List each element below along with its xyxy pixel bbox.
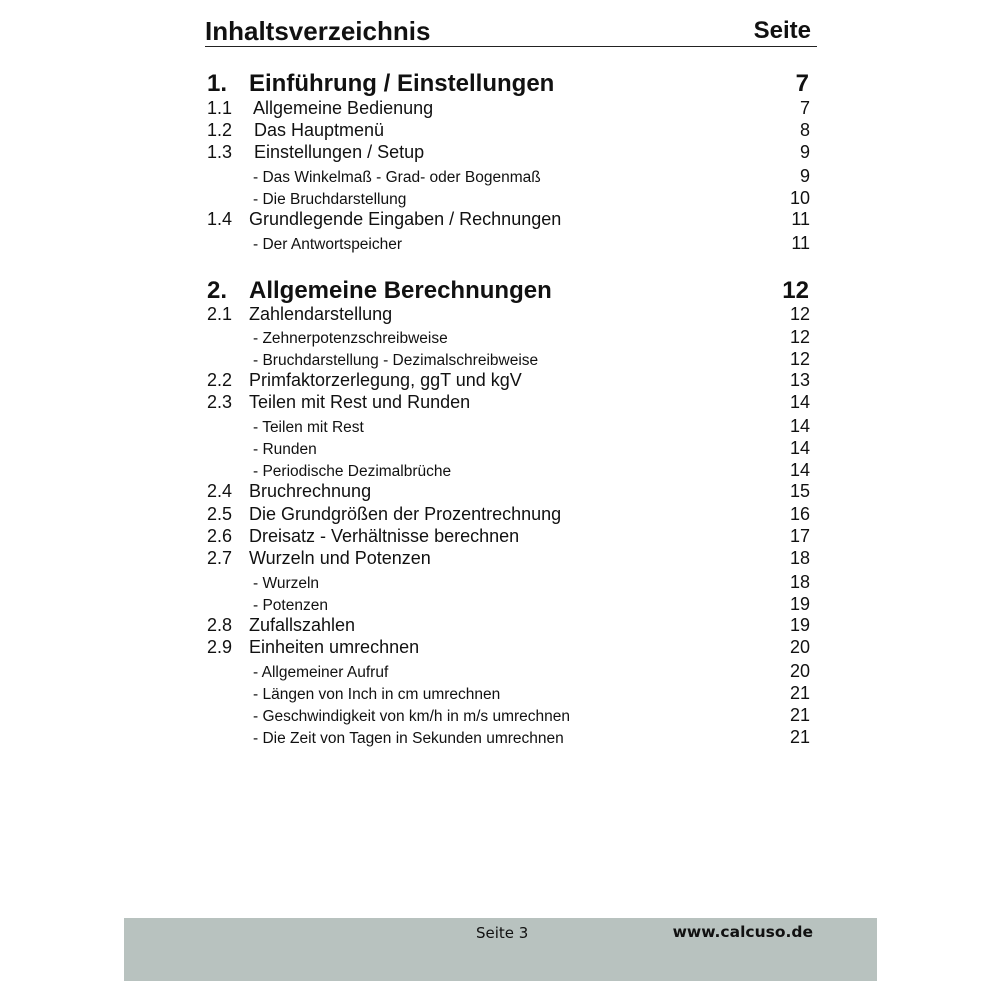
toc-entry-number: 1. [207, 70, 228, 97]
toc-entry-title: - Allgemeiner Aufruf [253, 664, 389, 681]
toc-entry-page: 9 [799, 142, 810, 162]
toc-entry [207, 416, 810, 437]
toc-entry-page: 14 [789, 416, 810, 436]
toc-entry-page: 18 [789, 548, 810, 568]
toc-entry-page: 7 [799, 98, 810, 118]
toc-entry [207, 572, 810, 593]
toc-entry-number: 2.2 [207, 370, 233, 390]
toc-entry-page: 11 [791, 233, 810, 253]
toc-entry-title: - Die Zeit von Tagen in Sekunden umrechnen [253, 730, 564, 747]
toc-entry-page: 9 [799, 166, 810, 186]
toc-entry-page: 14 [789, 460, 810, 480]
toc-entry-number: 2.4 [207, 481, 233, 501]
toc-entry [207, 438, 810, 459]
toc-entry-title: Wurzeln und Potenzen [249, 548, 431, 568]
toc-entry [207, 304, 810, 325]
toc-entry-title: - Bruchdarstellung - Dezimalschreibweise [253, 352, 539, 369]
toc-entry-page: 12 [789, 327, 810, 347]
toc-entry-page: 11 [791, 209, 810, 229]
toc-entry-page: 15 [789, 481, 810, 501]
toc-entry-title: Zahlendarstellung [249, 304, 393, 324]
toc-entry-page: 21 [789, 727, 810, 747]
toc-entry-page: 18 [789, 572, 810, 592]
toc-entry-page: 21 [789, 683, 810, 703]
toc-entry [207, 349, 810, 370]
toc-entry-title: Grundlegende Eingaben / Rechnungen [249, 209, 562, 229]
toc-entry-title: - Der Antwortspeicher [253, 236, 403, 253]
toc-entry-page: 12 [789, 304, 810, 324]
toc-entry-title: Zufallszahlen [249, 615, 356, 635]
toc-entry-number: 2.1 [207, 304, 233, 324]
toc-entry-title: Einstellungen / Setup [249, 142, 425, 162]
toc-entry-title: - Die Bruchdarstellung [253, 191, 407, 208]
toc-entry [207, 142, 810, 163]
toc-entry-number: 2.6 [207, 526, 233, 546]
toc-entry-title: Das Hauptmenü [249, 120, 385, 140]
toc-entry-number: 2.9 [207, 637, 233, 657]
toc-entry [207, 594, 810, 615]
toc-entry-title: Allgemeine Bedienung [249, 98, 434, 118]
toc-header [205, 14, 817, 47]
page-footer [124, 918, 877, 981]
toc-entry-number: 2.5 [207, 504, 233, 524]
toc-entry-number: 2. [207, 277, 228, 304]
toc-entry-title: Die Grundgrößen der Prozentrechnung [249, 504, 562, 524]
toc-entry [207, 166, 810, 187]
toc-entry-page: 10 [789, 188, 810, 208]
toc-entry [207, 615, 810, 636]
toc-entry-title: Dreisatz - Verhältnisse berechnen [249, 526, 520, 546]
toc-entry-page: 20 [789, 637, 810, 657]
toc-entry [207, 70, 810, 98]
page-column-label: Seite [753, 17, 811, 44]
toc-entry [207, 526, 810, 547]
toc-entry-number: 2.7 [207, 548, 233, 568]
footer-url[interactable]: www.calcuso.de [672, 923, 813, 941]
toc-entry [207, 637, 810, 658]
toc-entry-number: 2.3 [207, 392, 233, 412]
toc-entry-title: - Runden [253, 441, 317, 458]
toc-entry [207, 504, 810, 525]
toc-title: Inhaltsverzeichnis [205, 16, 431, 46]
toc-entry-page: 8 [799, 120, 810, 140]
toc-entry-title: - Geschwindigkeit von km/h in m/s umrechnen [253, 708, 571, 725]
toc-entry [207, 460, 810, 481]
toc-entry-page: 19 [789, 615, 810, 635]
toc-entry [207, 98, 810, 119]
toc-entry-page: 19 [789, 594, 810, 614]
toc-entry [207, 327, 810, 348]
toc-entry-page: 13 [789, 370, 810, 390]
toc-entry-title: - Zehnerpotenzschreibweise [253, 330, 448, 347]
toc-entry-title: - Potenzen [253, 597, 328, 614]
toc-entry [207, 727, 810, 748]
toc-entry-page: 17 [789, 526, 810, 546]
toc-entry-number: 1.4 [207, 209, 233, 229]
toc-entry-number: 2.8 [207, 615, 233, 635]
toc-entry [207, 188, 810, 209]
toc-entry-number: 1.2 [207, 120, 233, 140]
toc-entry-title: - Längen von Inch in cm umrechnen [253, 686, 501, 703]
toc-entry-page: 12 [789, 349, 810, 369]
toc-entry-title: - Wurzeln [253, 575, 320, 592]
toc-entry-page: 14 [789, 438, 810, 458]
toc-entry-title: Teilen mit Rest und Runden [249, 392, 471, 412]
toc-entry [207, 481, 810, 502]
toc-entry [207, 277, 810, 305]
toc-entry-page: 21 [789, 705, 810, 725]
toc-entry [207, 233, 810, 254]
toc-entry [207, 120, 810, 141]
toc-entry [207, 548, 810, 569]
toc-entry-title: - Teilen mit Rest [253, 419, 364, 436]
toc-entry-page: 14 [789, 392, 810, 412]
toc-entry-page: 16 [789, 504, 810, 524]
toc-entry-title: Einführung / Einstellungen [249, 70, 555, 97]
toc-entry-page: 12 [782, 277, 809, 304]
toc-entry-title: Allgemeine Berechnungen [249, 277, 552, 304]
toc-entry-title: - Periodische Dezimalbrüche [253, 463, 452, 480]
toc-entry-title: Bruchrechnung [249, 481, 372, 501]
toc-entry [207, 661, 810, 682]
toc-entry [207, 392, 810, 413]
toc-entry-title: - Das Winkelmaß - Grad- oder Bogenmaß [253, 169, 541, 186]
toc-entry-page: 20 [789, 661, 810, 681]
toc-entry [207, 209, 810, 230]
toc-entry-number: 1.1 [207, 98, 233, 118]
toc-entry [207, 370, 810, 391]
toc-entry [207, 683, 810, 704]
toc-entry-page: 7 [795, 70, 809, 97]
toc-entry-title: Primfaktorzerlegung, ggT und kgV [249, 370, 522, 390]
toc-entry [207, 705, 810, 726]
footer-page-number: Seite 3 [476, 924, 529, 942]
toc-entry-title: Einheiten umrechnen [249, 637, 420, 657]
toc-entry-number: 1.3 [207, 142, 233, 162]
